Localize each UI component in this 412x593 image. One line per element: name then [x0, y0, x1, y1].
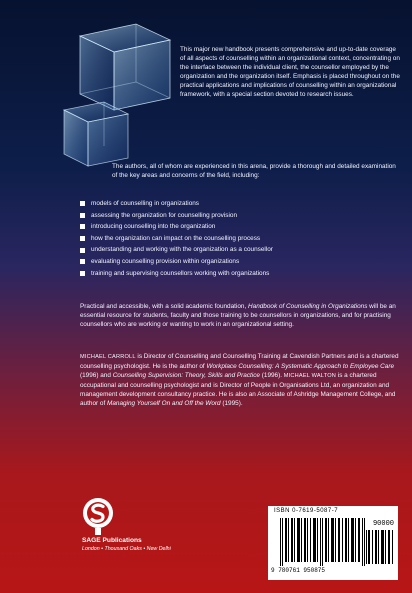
- isbn-barcode: [268, 506, 398, 580]
- isbn-text: ISBN 0-7619-5087-7: [274, 508, 339, 514]
- list-item: models of counselling in organizations: [80, 198, 400, 210]
- square-bullet-icon: [80, 271, 85, 276]
- square-bullet-icon: [80, 236, 85, 241]
- book-title: Handbook of Counselling in Organizations: [248, 303, 368, 310]
- square-bullet-icon: [80, 201, 85, 206]
- list-item: training and supervising counsellors working with organizations: [80, 268, 400, 280]
- price-code: 90000: [372, 520, 394, 528]
- price-barcode-icon: [366, 530, 394, 564]
- author-bio: MICHAEL CARROLL is Director of Counselling and Counselling Training at Cavendish Partners and is a chartered counselling psychologist. He is the author of Workplace Counselling: A Systematic Approach to Employee Care (1996) and Counselling Supervision: Theory, Skills and Practice (1996). MICHAEL WALTON is a chartered occupational and counselling psychologist and is Director of People in Organisations Ltd, an organization and management development consultancy practice. He is also an Associate of Ashridge Management College, and author of Managing Yourself On and Off the Word (1995).: [80, 353, 399, 407]
- list-item: evaluating counselling provision within organizations: [80, 256, 400, 268]
- list-item: assessing the organization for counselling provision: [80, 210, 400, 222]
- summary-paragraph: Practical and accessible, with a solid academic foundation, Handbook of Counselling in Organizations will be an essential resource for students, faculty and those training to be counsellors in organizations, and for practising counsellors who are working or wanting to work in an organizational setting.: [80, 303, 396, 328]
- glass-cubes-illustration: [58, 18, 188, 178]
- publisher-name: SAGE Publications: [82, 537, 142, 544]
- list-item: understanding and working with the organization as a counsellor: [80, 244, 400, 256]
- sage-logo-icon: [82, 497, 114, 535]
- blurb-authors-intro: The authors, all of whom are experienced in this arena, provide a thorough and detailed examination of the key areas and concerns of the field, including:: [112, 163, 396, 179]
- square-bullet-icon: [80, 259, 85, 264]
- square-bullet-icon: [80, 224, 85, 229]
- square-bullet-icon: [80, 248, 85, 253]
- list-item: introducing counselling into the organization: [80, 221, 400, 233]
- square-bullet-icon: [80, 213, 85, 218]
- book-title: Workplace Counselling: A Systematic Approach to Employee Care: [206, 363, 395, 370]
- topic-list: [80, 198, 400, 279]
- barcode-bars-icon: [280, 518, 366, 566]
- publisher-cities: London • Thousand Oaks • New Delhi: [82, 546, 171, 552]
- author-name: MICHAEL CARROLL: [80, 354, 136, 360]
- book-title: Counselling Supervision: Theory, Skills and Practice: [112, 372, 260, 379]
- book-title: Managing Yourself On and Off the Word: [107, 400, 221, 407]
- list-item: how the organization can impact on the counselling process: [80, 233, 400, 245]
- barcode-digits: 9 780761 950875: [271, 567, 326, 574]
- blurb-intro: This major new handbook presents comprehensive and up-to-date coverage of all aspects of counselling within an organizational context, concentrating on the interface between the individual client, the counsellor employed by the organization and the organization itself. Emphasis is placed throughout on the practical applications and implications of counselling within an organizational framework, with a special section devoted to research issues.: [180, 46, 400, 98]
- author-name: MICHAEL WALTON: [283, 373, 337, 379]
